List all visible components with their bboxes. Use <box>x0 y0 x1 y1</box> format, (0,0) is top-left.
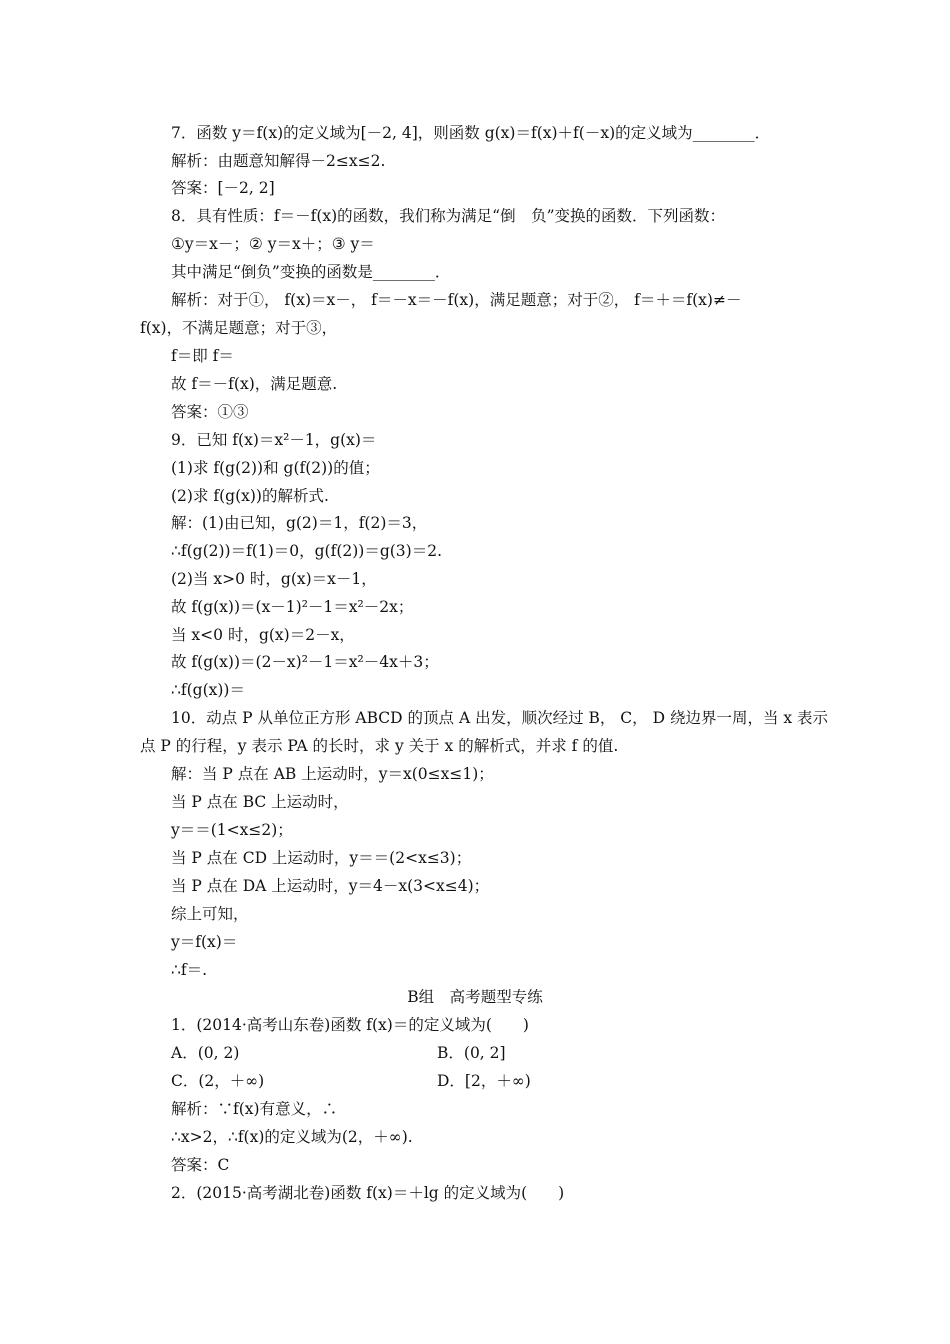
q10-stem-line2: 点 P 的行程，y 表示 PA 的长时，求 y 关于 x 的解析式，并求 f 的值. <box>140 737 619 755</box>
q8-question: 其中满足“倒负”变换的函数是________． <box>171 263 451 281</box>
q9-solution-line3: (2)当 x>0 时，g(x)＝x－1， <box>171 570 377 588</box>
section-heading: B组 高考题型专练 <box>407 988 543 1006</box>
q10-solution-line5: 当 P 点在 DA 上运动时，y＝4－x(3<x≤4)； <box>171 877 490 895</box>
q10-solution-line1: 解：当 P 点在 AB 上运动时，y＝x(0≤x≤1)； <box>171 765 494 783</box>
q8-options: ①y＝x－；② y＝x＋；③ y＝ <box>171 235 375 253</box>
q9-solution-line2: ∴f(g(2))＝f(1)＝0，g(f(2))＝g(3)＝2. <box>171 542 443 560</box>
b1-stem: 1．(2014·高考山东卷)函数 f(x)＝的定义域为( ) <box>171 1016 529 1034</box>
q8-analysis-line2: f(x)，不满足题意；对于③， <box>140 319 338 337</box>
q8-analysis-line1: 解析：对于①， f(x)＝x－， f＝－x＝－f(x)，满足题意；对于②， f＝＋＝f(x)≠－ <box>171 291 742 309</box>
b1-option-d: D．[2，＋∞) <box>437 1072 531 1090</box>
q10-solution-line3: y＝＝(1<x≤2)； <box>171 821 293 839</box>
q7-analysis: 解析：由题意知解得－2≤x≤2. <box>171 152 386 170</box>
q7-answer: 答案：[－2, 2] <box>171 179 275 197</box>
b1-answer: 答案：C <box>171 1156 230 1174</box>
q10-solution-line7: y＝f(x)＝ <box>171 933 238 951</box>
q9-part2: (2)求 f(g(x))的解析式. <box>171 487 329 505</box>
q7-stem: 7．函数 y＝f(x)的定义域为[－2, 4]，则函数 g(x)＝f(x)＋f(－x)的定义域为________． <box>171 124 771 142</box>
q8-analysis-line4: 故 f＝－f(x)，满足题意. <box>171 375 338 393</box>
q9-solution-line1: 解：(1)由已知，g(2)＝1，f(2)＝3， <box>171 514 428 532</box>
q10-solution-line4: 当 P 点在 CD 上运动时，y＝＝(2<x≤3)； <box>171 849 472 867</box>
q8-answer: 答案：①③ <box>171 403 249 421</box>
q9-solution-line4: 故 f(g(x))＝(x－1)²－1＝x²－2x； <box>171 598 414 616</box>
q9-stem: 9．已知 f(x)＝x²－1，g(x)＝ <box>171 431 377 449</box>
q10-stem-line1: 10．动点 P 从单位正方形 ABCD 的顶点 A 出发，顺次经过 B， C， D 绕边界一周，当 x 表示 <box>171 709 829 727</box>
b1-option-b: B．(0, 2] <box>437 1044 506 1062</box>
b1-analysis-line2: ∴x>2，∴f(x)的定义域为(2，＋∞). <box>171 1128 413 1146</box>
q9-solution-line7: ∴f(g(x))＝ <box>171 681 245 699</box>
q10-solution-line8: ∴f＝. <box>171 961 208 979</box>
b1-analysis-line1: 解析：∵f(x)有意义，∴ <box>171 1100 338 1118</box>
q9-solution-line5: 当 x<0 时，g(x)＝2－x， <box>171 626 355 644</box>
q10-solution-line2: 当 P 点在 BC 上运动时， <box>171 793 349 811</box>
q8-stem: 8．具有性质：f＝－f(x)的函数，我们称为满足“倒 负”变换的函数．下列函数： <box>171 207 726 225</box>
q9-solution-line6: 故 f(g(x))＝(2－x)²－1＝x²－4x＋3； <box>171 653 439 671</box>
q10-solution-line6: 综上可知， <box>171 905 249 923</box>
b1-option-a: A．(0, 2) <box>171 1044 240 1062</box>
b2-stem: 2．(2015·高考湖北卷)函数 f(x)＝＋lg 的定义域为( ) <box>171 1184 565 1202</box>
q9-part1: (1)求 f(g(2))和 g(f(2))的值； <box>171 459 380 477</box>
b1-option-c: C．(2，＋∞) <box>171 1072 265 1090</box>
q8-analysis-line3: f＝即 f＝ <box>171 347 234 365</box>
